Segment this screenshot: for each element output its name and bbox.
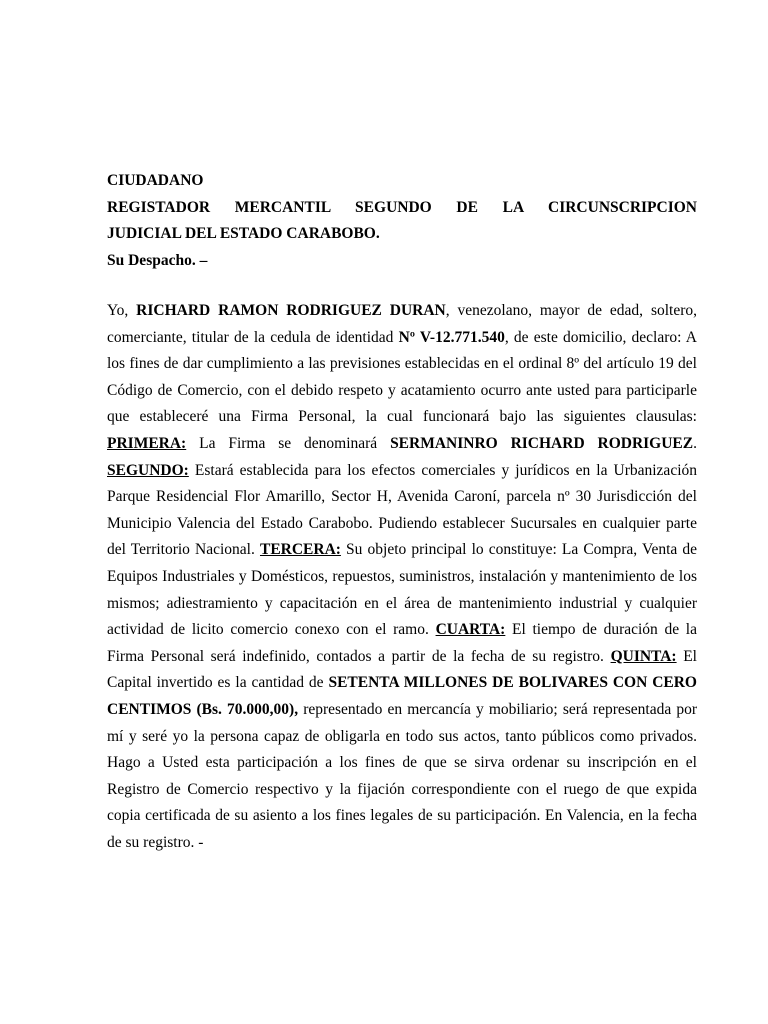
text-run: Su objeto principal lo constituye: La Compra, Venta de Equipos Industriales y Domésticos, repuestos, suministros, instalación y mantenimiento de los mismos; adiestramiento y capacitación en el área de mantenimiento industrial y cualquier actividad de licito comercio conexo con el ramo. (107, 541, 697, 639)
declaration-paragraph (107, 298, 697, 856)
header-line-despacho: Su Despacho. – (107, 251, 208, 269)
header-line-registrador: REGISTADOR MERCANTIL SEGUNDO DE LA CIRCUNSCRIPCION (107, 198, 697, 216)
clause-quinta: QUINTA: (610, 647, 677, 665)
header-line-ciudadano: CIUDADANO (107, 172, 204, 189)
text-run: , venezolano, mayor de edad, soltero, comerciante, titular de la cedula de identidad (107, 302, 698, 346)
declarant-name: RICHARD RAMON RODRIGUEZ DURAN (136, 302, 446, 319)
text-run: Yo, (107, 302, 137, 319)
clause-primera: PRIMERA: (107, 434, 187, 452)
addressee-header (107, 168, 697, 274)
text-run: La Firma se denominará (186, 434, 391, 452)
clause-tercera: TERCERA: (259, 541, 341, 559)
text-run: . (693, 434, 697, 452)
text-run: El Capital invertido es la cantidad de (107, 647, 697, 692)
header-line-judicial: JUDICIAL DEL ESTADO CARABOBO. (107, 225, 380, 242)
text-run: representado en mercancía y mobiliario; será representada por mí y seré yo la persona capaz de obligarla en todo sus actos, tanto públicos como privados. Hago a Usted esta participación a los fines de que se sirva ordenar su inscripción en el Registro de Comercio respectivo y la fijación correspondiente con el ruego de que expida copia certificada de su asiento a los fines legales de su participación. En Valencia, en la fecha de su registro. - (107, 700, 697, 851)
text-run: Estará establecida para los efectos comerciales y jurídicos en la Urbanización Parque Residencial Flor Amarillo, Sector H, Avenida Caroní, parcela nº 30 Jurisdicción del Municipio Valencia del Estado Carabobo. Pudiendo establecer Sucursales en cualquier parte del Territorio Nacional. (107, 461, 697, 559)
clause-cuarta: CUARTA: (435, 621, 506, 639)
text-run: , de este domicilio, declaro: A los fines de dar cumplimiento a las previsiones establecidas en el ordinal 8º del artículo 19 del Código de Comercio, con el debido respeto y acatamiento ocurro ante usted para participarle que estableceré una Firma Personal, la cual funcionará bajo las siguientes clausulas: (107, 328, 697, 426)
clause-segundo: SEGUNDO: (107, 461, 189, 479)
id-number: Nº V-12.771.540 (398, 328, 505, 346)
firm-name: SERMANINRO RICHARD RODRIGUEZ (390, 434, 694, 452)
capital-amount: SETENTA MILLONES DE BOLIVARES CON CERO CENTIMOS (Bs. 70.000,00), (107, 674, 697, 718)
text-run: El tiempo de duración de la Firma Personal será indefinido, contados a partir de la fecha de su registro. (107, 621, 697, 665)
